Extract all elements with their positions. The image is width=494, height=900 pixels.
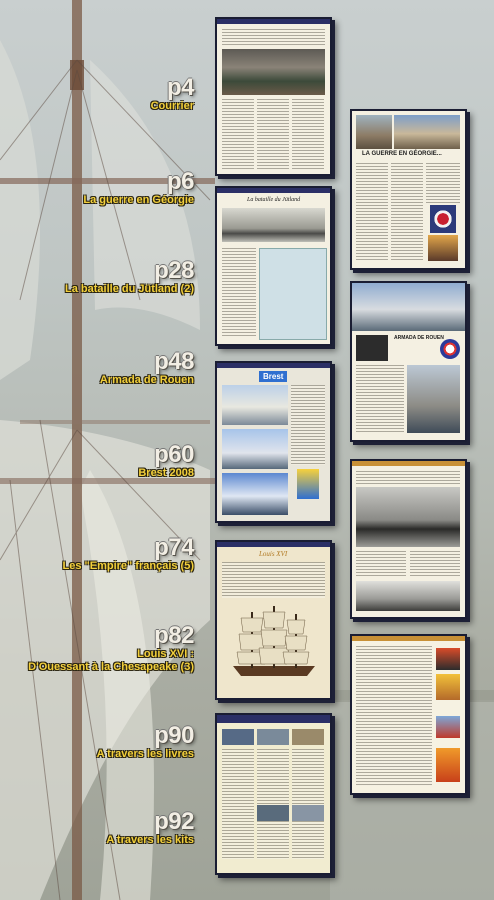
photo-navy-ship: [407, 365, 460, 433]
photo-steamer: [356, 581, 460, 611]
photo-cargo-ship: [356, 487, 460, 547]
kit-box-art: [436, 716, 460, 738]
photo-battleship: [222, 208, 325, 242]
page-number: p92: [154, 808, 194, 835]
book-cover: [257, 729, 289, 745]
text-column: [356, 551, 406, 577]
page-number: p90: [154, 722, 194, 749]
photo-harbour: [222, 385, 288, 425]
text-column: [356, 163, 388, 261]
louis-heading: Louis XVI: [259, 550, 288, 558]
page-header-bar: [217, 188, 330, 193]
guerre-heading: LA GUERRE EN GÉORGIE...: [362, 151, 442, 157]
article-title: Les "Empire" français (5): [62, 560, 194, 572]
text-column: [292, 749, 324, 859]
page-header-bar: [217, 715, 330, 723]
armada-heading: ARMADA DE ROUEN: [394, 335, 444, 341]
text-column: [391, 163, 423, 261]
page-number: p48: [154, 348, 194, 375]
text-column: [291, 385, 325, 465]
photo-ruins: [394, 115, 460, 149]
page-number: p4: [166, 74, 194, 101]
toc-entry-jutland[interactable]: [65, 259, 194, 296]
page-number: p60: [154, 441, 194, 468]
text-column: [356, 646, 432, 786]
thumbnail-empire[interactable]: [350, 459, 467, 619]
toc-entry-kits[interactable]: [106, 810, 194, 847]
thumbnail-jutland[interactable]: [215, 186, 332, 346]
photo-fire-scene: [222, 49, 325, 95]
page-number: p82: [154, 622, 194, 649]
photo-fortress: [356, 115, 392, 149]
article-title: La bataille du Jütland (2): [65, 283, 194, 295]
coat-of-arms: [430, 205, 456, 233]
page-header-bar: [352, 636, 465, 641]
page-header-bar: [217, 363, 330, 368]
thumbnail-livres[interactable]: [215, 713, 332, 875]
toc-entry-empire[interactable]: [63, 536, 194, 573]
text-column: [356, 471, 460, 485]
book-cover: [257, 805, 289, 821]
toc-entry-brest[interactable]: [138, 443, 194, 480]
book-cover: [222, 729, 254, 745]
poster-brest: [297, 469, 319, 499]
article-title: Brest 2008: [138, 467, 194, 479]
toc-entry-louis-xvi[interactable]: [28, 624, 194, 674]
photo-tall-ship-night: [356, 335, 388, 361]
map-north-sea: [259, 248, 327, 340]
thumbnail-guerre-georgie[interactable]: [350, 109, 467, 270]
thumbnail-louis-xvi[interactable]: [215, 540, 332, 700]
text-column: [222, 562, 325, 598]
article-title: Courrier: [150, 100, 194, 112]
page-number: p28: [154, 257, 194, 284]
text-column: [257, 99, 289, 169]
page-header-bar: [217, 19, 330, 24]
page-header-bar: [352, 461, 465, 466]
text-column: [222, 749, 254, 859]
article-title-line2: D'Ouessant à la Chesapeake (3): [28, 661, 194, 673]
thumbnail-armada-rouen[interactable]: [350, 281, 467, 442]
article-title: Armada de Rouen: [99, 374, 194, 386]
page-number: p74: [154, 534, 194, 561]
text-column: [356, 365, 404, 433]
article-title-line1: Louis XVI :: [137, 648, 194, 660]
text-column: [222, 29, 325, 47]
article-title: A travers les kits: [106, 834, 194, 846]
brest-logo: Brest: [259, 371, 287, 382]
ship-illustration: [225, 602, 323, 682]
page-header-bar: [217, 542, 330, 547]
armada-logo: [440, 339, 460, 359]
book-cover: [292, 805, 324, 821]
article-title: A travers les livres: [96, 748, 194, 760]
toc-entry-guerre-georgie[interactable]: [83, 170, 194, 207]
text-column: [222, 248, 256, 338]
toc-entry-livres[interactable]: [97, 724, 194, 761]
jutland-heading: La bataille du Jütland: [247, 197, 301, 203]
text-column: [426, 163, 460, 203]
kit-box-art: [436, 648, 460, 670]
kit-box-art: [436, 748, 460, 782]
article-title: La guerre en Géorgie: [83, 194, 194, 206]
thumbnail-courrier[interactable]: [215, 17, 332, 176]
toc-entry-courrier[interactable]: [151, 76, 194, 113]
book-cover: [292, 729, 324, 745]
toc-entry-armada-rouen[interactable]: [100, 350, 194, 387]
page-number: p6: [166, 168, 194, 195]
photo-tall-ship: [222, 429, 288, 469]
photo-river-ships: [352, 283, 465, 331]
text-column: [410, 551, 460, 577]
kit-box-art: [436, 674, 460, 700]
thumbnail-kits[interactable]: [350, 634, 467, 795]
photo-schooner: [222, 473, 288, 515]
text-column: [222, 99, 254, 169]
thumbnail-brest[interactable]: [215, 361, 332, 523]
text-column: [257, 749, 289, 859]
text-column: [292, 99, 324, 169]
photo-portrait: [428, 235, 458, 261]
